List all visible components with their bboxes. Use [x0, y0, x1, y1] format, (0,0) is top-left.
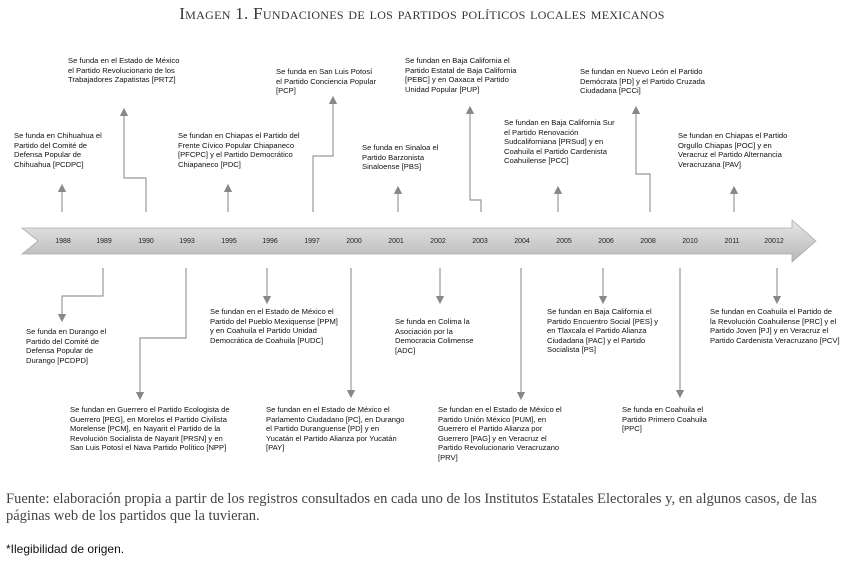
year-label: 1996: [262, 238, 278, 245]
event-bottom-1996: Se fundan en el Estado de México el Partido del Pueblo Mexiquense [PPM] y en Coahuila el Partido Unidad Democrática de Coahuila [PUDC]: [210, 307, 338, 345]
event-top-2005: Se fundan en Baja California Sur el Partido Renovación Sudcaliforniana [PRSud] y en Coahuila el Partido Cardenista Coahuilense [PCC]: [504, 118, 615, 166]
event-bottom-2002: Se funda en Colima la Asociación por la Democracia Colimense [ADC]: [395, 317, 474, 355]
year-label: 2006: [598, 238, 614, 245]
event-bottom-2012: Se fundan en Coahuila el Partido de la Revolución Coahuilense [PRC] y el Partido Joven [PJ] y en Veracruz el Partido Cardenista Veracruzano [PCV]: [710, 307, 840, 345]
event-top-1990: Se funda en el Estado de México el Partido Revolucionario de los Trabajadores Zapatistas [PRTZ]: [68, 56, 180, 85]
source-note: Fuente: elaboración propia a partir de los registros consultados en cada uno de los Institutos Estatales Electorales y, en algunos casos, de las páginas web de los partidos que la tuvieran.: [6, 491, 817, 524]
event-bottom-2010: Se funda en Coahuila el Partido Primero Coahuila [PPC]: [622, 405, 707, 434]
year-label: 2000: [346, 238, 362, 245]
connector-bottom-1993: [140, 268, 186, 396]
year-label: 1993: [179, 238, 195, 245]
event-top-2001: Se funda en Sinaloa el Partido Barzonista Sinaloense [PBS]: [362, 143, 439, 172]
event-top-2011: Se fundan en Chiapas el Partido Orgullo Chiapas [POC] y en Veracruz el Partido Alternancia Veracruzana [PAV]: [678, 131, 788, 169]
event-top-2008: Se fundan en Nuevo León el Partido Demócrata [PD] y el Partido Cruzada Ciudadana [PCCi]: [580, 67, 705, 96]
event-bottom-1989: Se funda en Durango el Partido del Comité de Defensa Popular de Durango [PCDPD]: [26, 327, 107, 365]
year-label: 2010: [682, 238, 698, 245]
connector-top-2003: [470, 110, 481, 212]
connector-top-1997: [313, 100, 333, 212]
event-top-2003: Se fundan en Baja California el Partido Estatal de Baja California [PEBC] y en Oaxaca el Partido Unidad Popular [PUP]: [405, 56, 517, 94]
year-label: 1989: [96, 238, 112, 245]
year-label: 2008: [640, 238, 656, 245]
year-label: 2005: [556, 238, 572, 245]
event-bottom-2006: Se fundan en Baja California el Partido Encuentro Social [PES] y en Tlaxcala el Partido Alianza Ciudadana [PAC] y el Partido Socialista [PS]: [547, 307, 659, 355]
year-label: 20012: [764, 238, 784, 245]
year-label: 2003: [472, 238, 488, 245]
figure-title: Imagen 1. Fundaciones de los partidos políticos locales mexicanos: [179, 4, 665, 23]
year-label: 1997: [304, 238, 320, 245]
event-bottom-1993: Se fundan en Guerrero el Partido Ecologista de Guerrero [PEG], en Morelos el Partido Civilista Morelense [PCM], en Nayarit el Partido de la Revolución Socialista de Nayarit [PRSN] y en San Luis Potosí el Nava Partido Político [NPP]: [70, 405, 230, 453]
connector-bottom-1989: [62, 268, 103, 318]
connector-top-1989: [124, 112, 146, 212]
event-top-1997: Se funda en San Luis Potosí el Partido Conciencia Popular [PCP]: [276, 67, 377, 96]
year-label: 1990: [138, 238, 154, 245]
year-label: 2004: [514, 238, 530, 245]
year-label: 2011: [724, 238, 740, 245]
year-label: 2002: [430, 238, 446, 245]
event-bottom-2004: Se fundan en el Estado de México el Partido Unión México [PUM], en Guerrero el Partido Alianza por Guerrero [PAG] y en Veracruz el Partido Revolucionario Veracruzano [PRV]: [438, 405, 562, 462]
event-bottom-2000: Se fundan en el Estado de México el Parlamento Ciudadano [PC], en Durango el Partido Duranguense [PD] y en Yucatán el Partido Alianza por Yucatán [PAY]: [266, 405, 405, 453]
event-top-1995: Se fundan en Chiapas el Partido del Frente Cívico Popular Chiapaneco [PFCPC] y el Partido Democrático Chiapaneco [PDC]: [178, 131, 300, 169]
year-label: 1988: [55, 238, 71, 245]
year-label: 1995: [221, 238, 237, 245]
legibility-note: *Ilegibilidad de origen.: [6, 542, 125, 556]
event-top-1988: Se funda en Chihuahua el Partido del Comité de Defensa Popular de Chihuahua [PCDPC]: [14, 131, 102, 169]
connector-top-2008: [636, 110, 650, 212]
year-label: 2001: [388, 238, 404, 245]
